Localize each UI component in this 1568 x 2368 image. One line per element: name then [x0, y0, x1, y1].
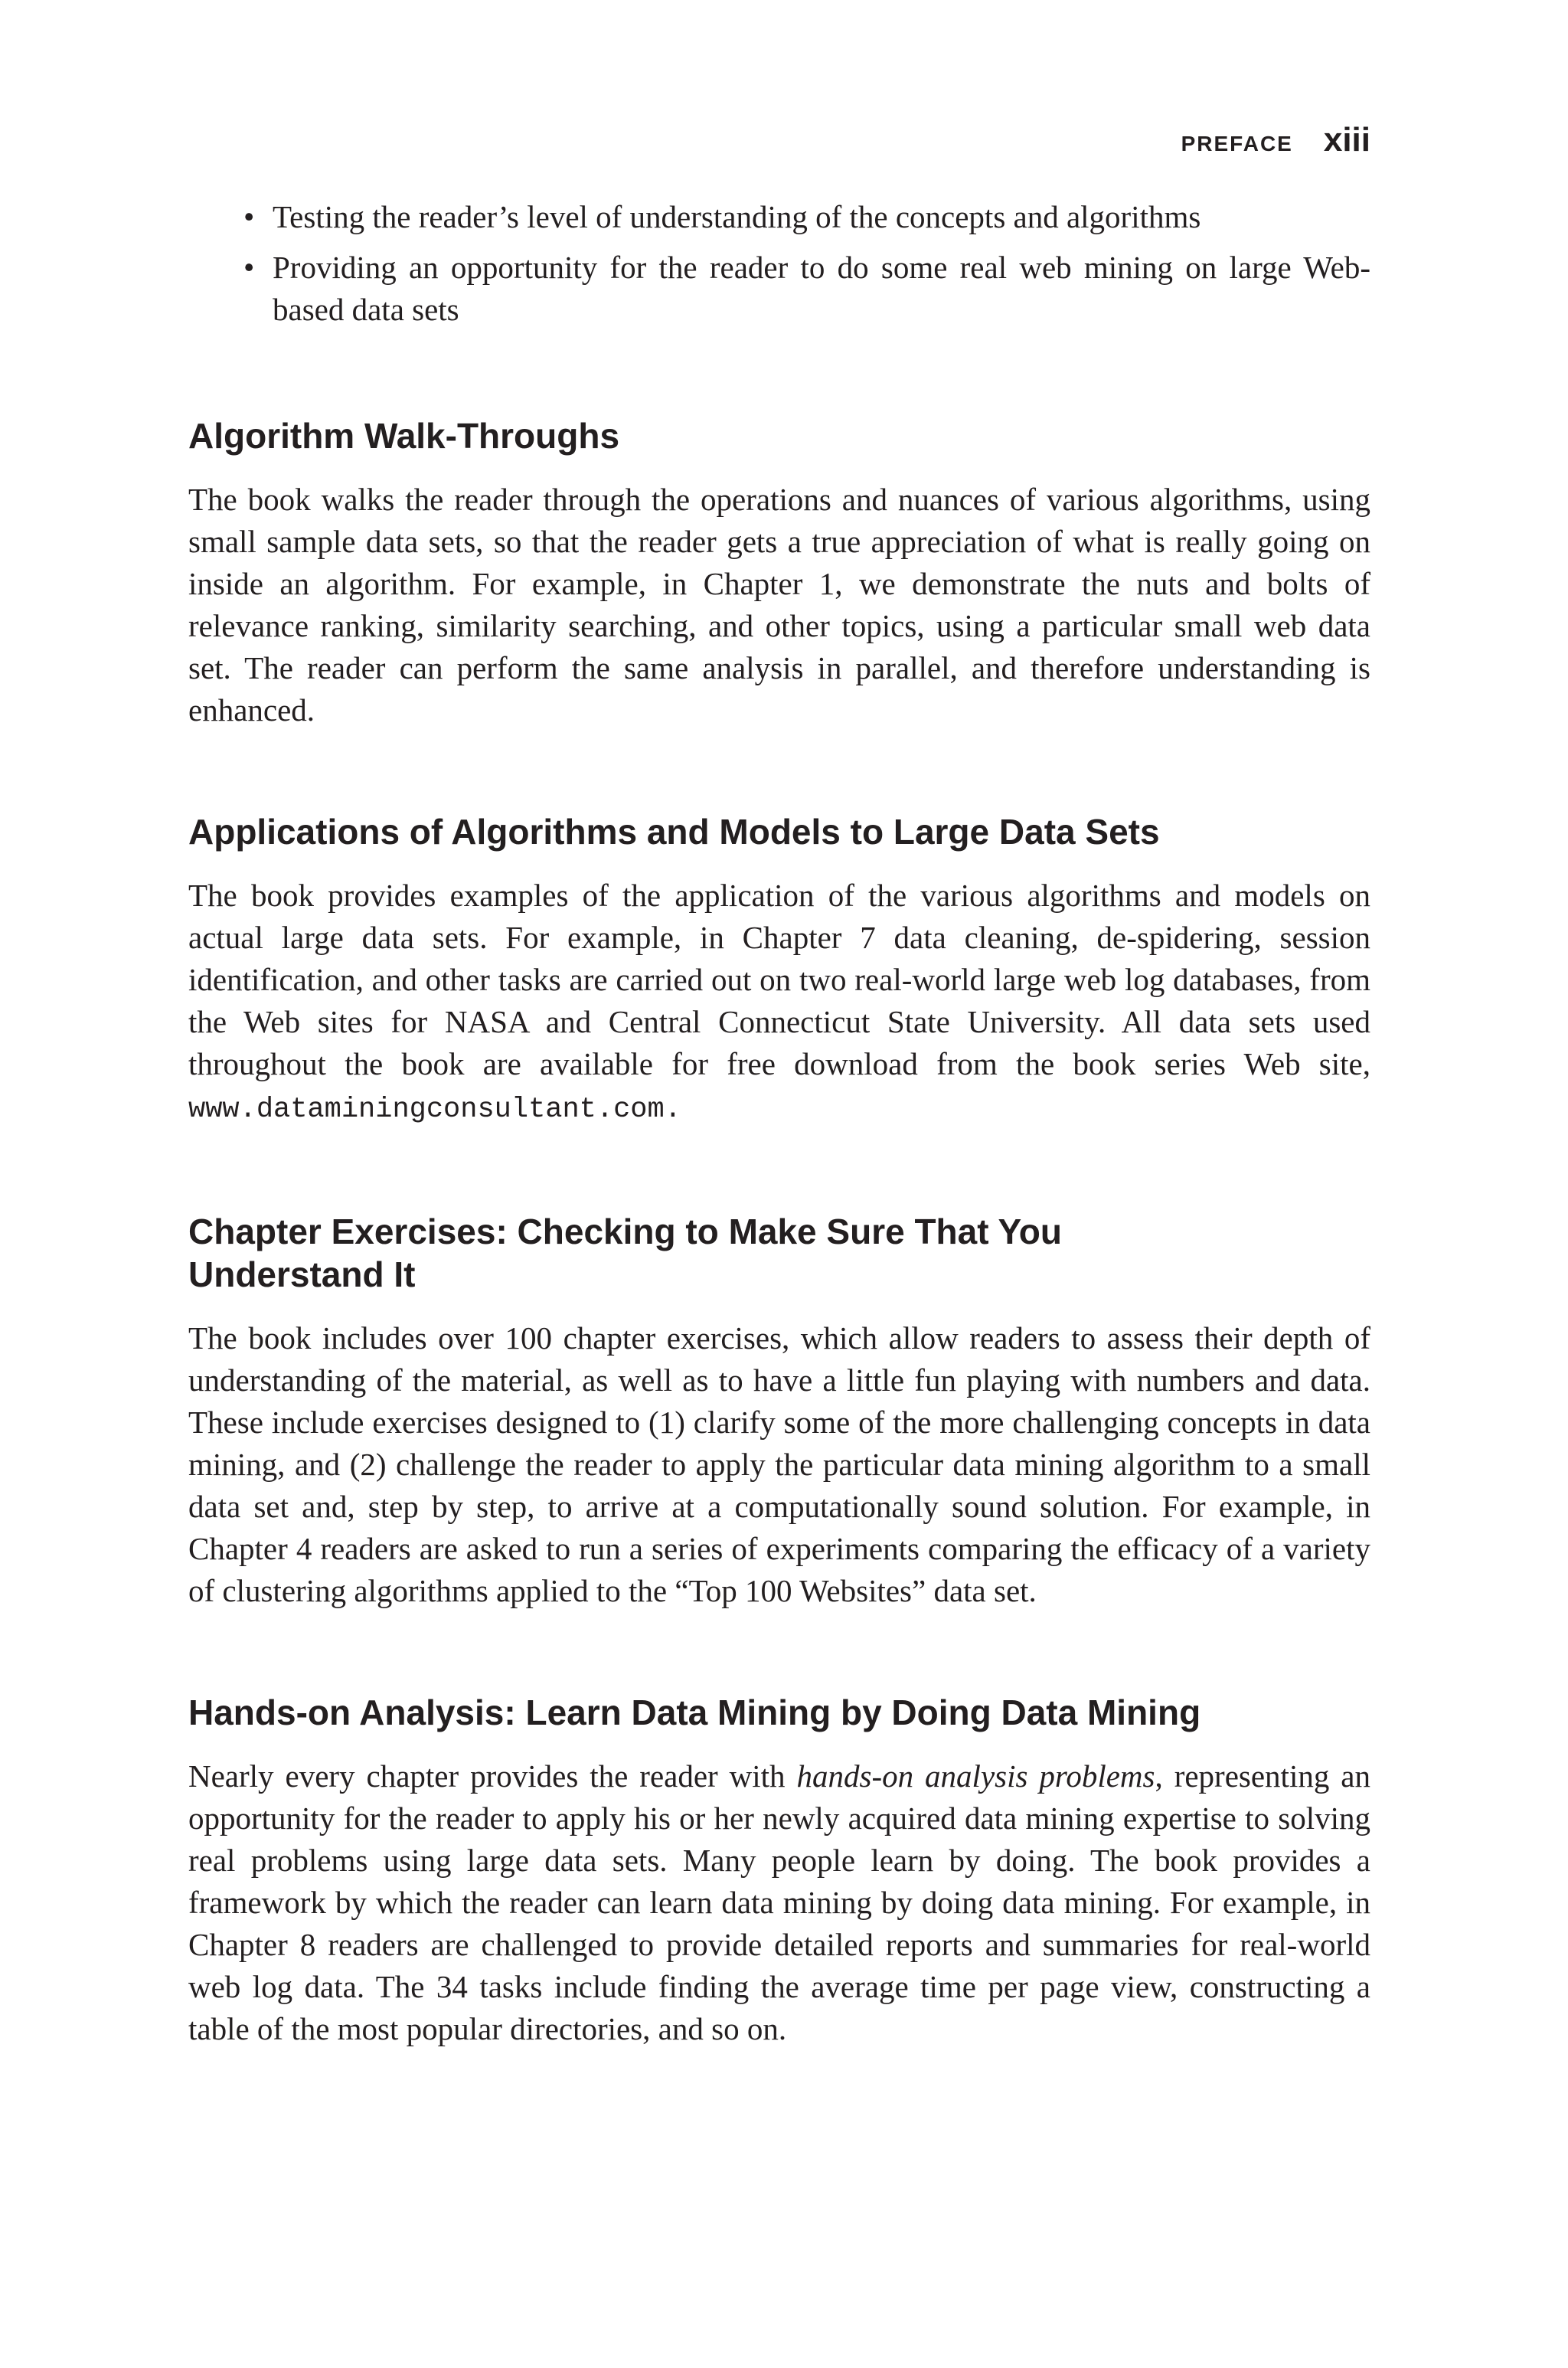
- list-item: [188, 247, 1370, 331]
- page-content: [188, 196, 1370, 2050]
- section-heading-hands-on-analysis: Hands-on Analysis: Learn Data Mining by Doing Data Mining: [188, 1693, 1201, 1732]
- section-heading-applications: Applications of Algorithms and Models to Large Data Sets: [188, 812, 1160, 852]
- list-item: [188, 196, 1370, 238]
- section-body-text: Nearly every chapter provides the reader with: [188, 1758, 797, 1794]
- section-body-text: , representing an opportunity for the reader to apply his or her newly acquired data mining expertise to solving real problems using large data sets. Many people learn by doing. The book provides a framework by which the reader can learn data mining by doing data mining. For example, in Chapter 8 readers are challenged to provide detailed reports and summaries for real-world web log data. The 34 tasks include finding the average time per page view, constructing a table of the most popular directories, and so on.: [188, 1758, 1370, 2046]
- list-item-text: Testing the reader’s level of understanding of the concepts and algorithms: [273, 199, 1201, 234]
- section-heading-chapter-exercises: [188, 1210, 1370, 1296]
- bullet-icon: •: [243, 199, 255, 234]
- list-item-text: Providing an opportunity for the reader to do some real web mining on large Web-based data sets: [273, 250, 1370, 327]
- section-heading-algorithm-walkthroughs: Algorithm Walk-Throughs: [188, 416, 620, 456]
- section-body-applications: [188, 875, 1370, 1131]
- running-head: [1181, 121, 1370, 159]
- section-body-chapter-exercises: The book includes over 100 chapter exercises, which allow readers to assess their depth of understanding of the material, as well as to have a little fun playing with numbers and data. These include exercises designed to (1) clarify some of the more challenging concepts in data mining, and (2) challenge the reader to apply the particular data mining algorithm to a small data set and, step by step, to arrive at a computationally sound solution. For example, in Chapter 4 readers are asked to run a series of experiments comparing the efficacy of a variety of clustering algorithms applied to the “Top 100 Websites” data set.: [188, 1320, 1370, 1608]
- section-body-text: The book provides examples of the application of the various algorithms and models on actual large data sets. For example, in Chapter 7 data cleaning, de-spidering, session identification, and other tasks are carried out on two real-world large web log databases, from the Web sites for NASA and Central Connecticut State University. All data sets used throughout the book are available for free download from the book series Web site,: [188, 878, 1370, 1081]
- website-url: www.dataminingconsultant.com.: [188, 1094, 681, 1126]
- heading-line: Chapter Exercises: Checking to Make Sure That You: [188, 1212, 1062, 1251]
- bullet-list: [188, 196, 1370, 331]
- bullet-icon: •: [243, 250, 255, 285]
- emphasis-text: hands-on analysis problems: [796, 1758, 1155, 1794]
- section-body-algorithm-walkthroughs: The book walks the reader through the operations and nuances of various algorithms, using small sample data sets, so that the reader gets a true appreciation of what is really going on inside an algorithm. For example, in Chapter 1, we demonstrate the nuts and bolts of relevance ranking, similarity searching, and other topics, using a particular small web data set. The reader can perform the same analysis in parallel, and therefore understanding is enhanced.: [188, 482, 1370, 728]
- page-number: xiii: [1323, 121, 1370, 159]
- heading-line: Understand It: [188, 1254, 416, 1294]
- section-body-hands-on-analysis: [188, 1755, 1370, 2050]
- running-title: PREFACE: [1181, 132, 1293, 155]
